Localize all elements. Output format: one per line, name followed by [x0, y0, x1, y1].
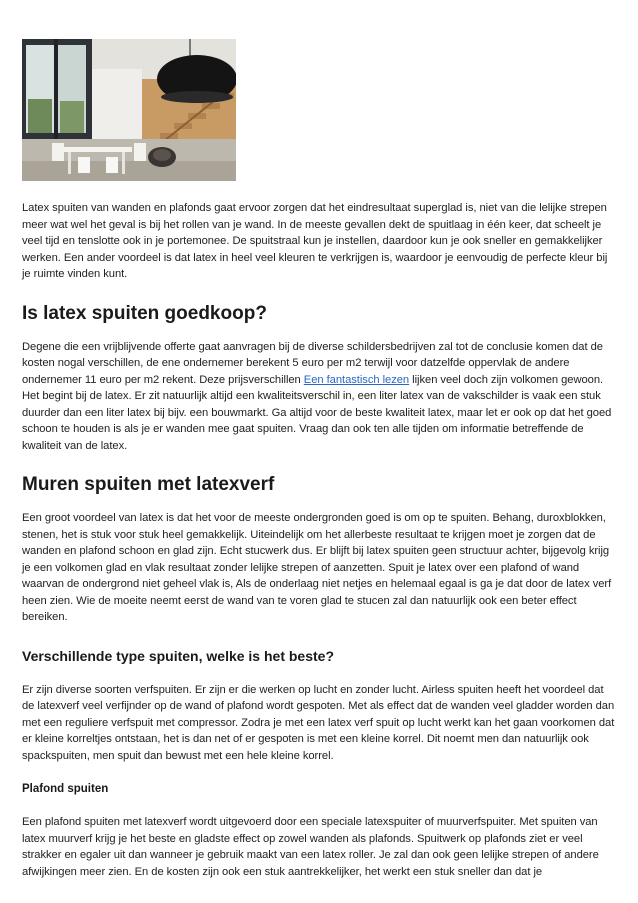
- heading-latex-cost: Is latex spuiten goedkoop?: [22, 302, 267, 324]
- ceiling-paragraph: Een plafond spuiten met latexverf wordt uitgevoerd door een speciale latexspuiter of muurverfspuiter. Met spuiten van latex muurverf krijg je het beste en gladste effect op zowel wanden als plafonds. Spuitwerk op plafonds ziet er veel strakker en egaler uit dan wanneer je gebruik maakt van een latex roller. Je zal dan ook geen lelijke strepen of andere afwijkingen meer zien. En de kosten zijn ook een stuk aantrekkelijker, het werkt een stuk sneller dan dat je: [22, 816, 599, 878]
- heading-walls-latex: Muren spuiten met latexverf: [22, 474, 275, 495]
- intro-paragraph: Latex spuiten van wanden en plafonds gaat ervoor zorgen dat het eindresultaat superglad is, niet van die lelijke strepen meer wat wel het geval is bij het rollen van je wand. In de meeste gevallen dekt de spuitlaag in één keer, dat scheelt je veel tijd en tenslotte ook in je portemonee. De spuitstraal kun je instellen, daardoor kun je ook sneller en gemakkelijker werken. Een ander voordeel is dat latex in heel veel kleuren te verkrijgen is, waardoor je eenvoudig de perfecte kleur bij je ruimte vinden kunt.: [22, 202, 608, 280]
- cost-paragraph-text-before: Degene die een vrijblijvende offerte gaat aanvragen bij de diverse schildersbedrijven zal tot de conclusie komen dat de kosten nogal verschillen, de ene ondernemer berekent 5 euro per m2 terwijl voor datzelfde oppervlak de andere ondernemer 11 euro per m2 rekent. Deze prijsverschillen: [22, 340, 603, 386]
- heading-sprayer-types: Verschillende type spuiten, welke is het beste?: [22, 647, 334, 664]
- walls-paragraph: Een groot voordeel van latex is dat het voor de meeste ondergronden goed is om op te spuiten. Behang, duroxblokken, stenen, het is stuk voor stuk heel gemakkelijk. Uiteindelijk om het allerbeste resultaat te krijgen moet je zorgen dat de wanden en plafond schoon en glad zijn. Echt stucwerk dus. Er blijft bij latex spuiten geen structuur achter, bijgevolg krijg je een volkomen glad en vlak resultaat zonder lelijke strepen of aanzetten. Spuit je latex over een plafond of wand waarvan de ondergrond niet geheel vlak is, Als de onderlaag niet netjes en helemaal egaal is ga je dat door de latex verf heen zien. Wie de moeite neemt eerst de wand van te voren glad te stucen zal dan natuurlijk ook een beter effect bereiken.: [22, 512, 612, 623]
- interior-photo: [22, 39, 236, 181]
- cost-paragraph: [22, 339, 618, 455]
- interior-photo-icon: [22, 39, 236, 181]
- cost-paragraph-text-after: lijken veel doch zijn volkomen gewoon. Het begint bij de latex. Er zit natuurlijk altijd een kwaliteitsverschil in, een liter latex van de vakschilder is vaak een stuk duurder dan een liter latex bij bijv. een bouwmarkt. Ga altijd voor de beste kwaliteit latex, maar let er ook op dat het goed schoon te houden is als je er wanden mee gaat spuiten. Vraag dan ook ten alle tijden om informatie betreffende de kwaliteit van de latex.: [22, 373, 612, 452]
- sprayer-types-paragraph: Er zijn diverse soorten verfspuiten. Er zijn er die werken op lucht en zonder lucht. Airless spuiten heeft het voordeel dat de latexverf veel verfijnder op de wand of plafond wordt gespoten. Met als effect dat de wanden veel gladder worden dan met een reguliere verfspuit met compressor. Zodra je met een latex verf spuit op lucht werkt kan het gaan voorkomen dat er kleine korreltjes ontstaan, het is dan net of er gespoten is met een kleine korrel. Dit noemt men dan natuurlijk ook spackspuiten, men spuit dan bewust met een hele kleine korrel.: [22, 683, 615, 762]
- inline-link[interactable]: Een fantastisch lezen: [303, 373, 410, 386]
- heading-ceiling-spraying: Plafond spuiten: [22, 783, 109, 795]
- article: [22, 39, 618, 880]
